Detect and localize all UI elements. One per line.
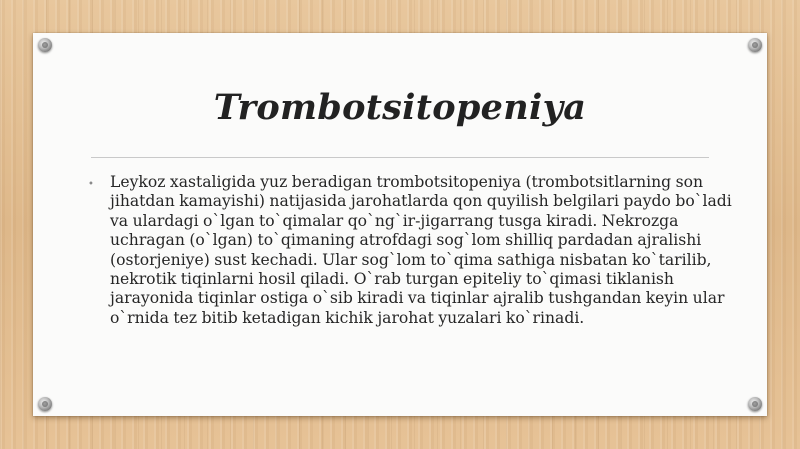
- title-divider: [91, 157, 709, 158]
- pushpin-icon: [748, 38, 762, 52]
- slide-title: Trombotsitopeniya: [213, 87, 587, 128]
- pushpin-icon: [38, 38, 52, 52]
- pushpin-icon: [38, 397, 52, 411]
- slide-card: [33, 33, 767, 416]
- bullet-icon: •: [88, 179, 94, 190]
- pushpin-icon: [748, 397, 762, 411]
- slide-paragraph: Leykoz xastaligida yuz beradigan trombotsitopeniya (trombotsitlarning son jihatdan kamayishi) natijasida jarohatlarda qon quyilish belgilari paydo bo`ladi va ulardagi o`lgan to`qimalar qo`ng`ir-jigarrang tusga kiradi. Nekrozga uchragan (o`lgan) to`qimaning atrofdagi sog`lom shilliq pardadan ajralishi (ostorjeniye) sust kechadi. Ular sog`lom to`qima sathiga nisbatan ko`tarilib, nekrotik tiqinlarni hosil qiladi. O`rab turgan epiteliy to`qimasi tiklanish jarayonida tiqinlar ostiga o`sib kiradi va tiqinlar ajralib tushgandan keyin ular o`rnida tez bitib ketadigan kichik jarohat yuzalari ko`rinadi.: [110, 173, 732, 327]
